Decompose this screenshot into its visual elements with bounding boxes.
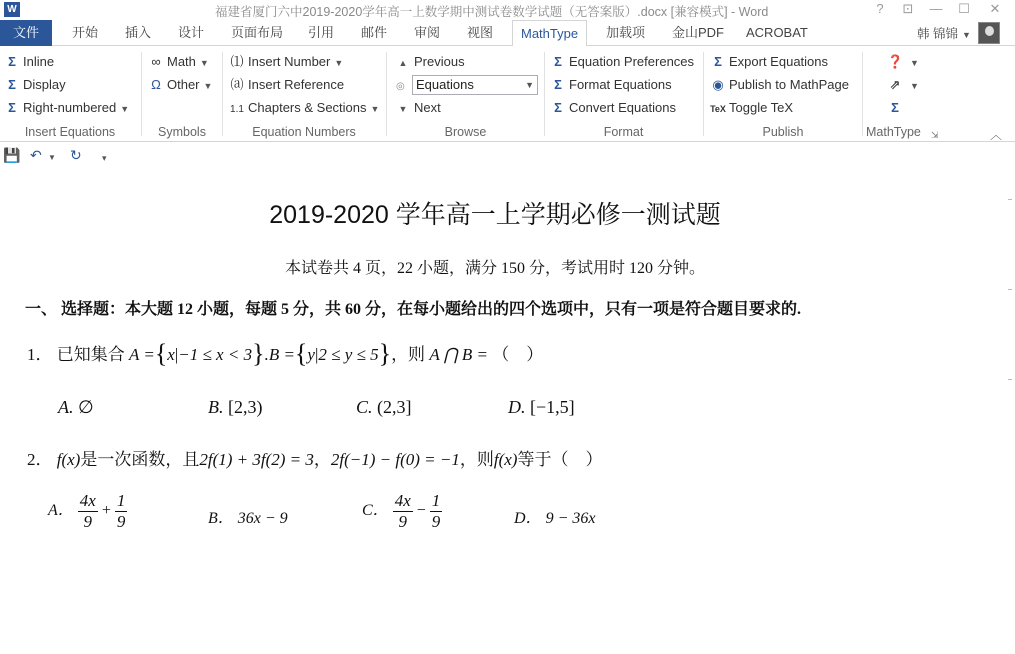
tab-layout[interactable]: 页面布局 (231, 25, 284, 40)
ribbon-display-options-button[interactable]: ⊡ (902, 1, 914, 16)
tab-insert[interactable]: 插入 (125, 25, 152, 40)
set-a-condition: −1 ≤ x < 3 (178, 345, 253, 364)
toggle-tex-button[interactable] (710, 98, 793, 118)
set-bar: | (174, 345, 179, 364)
next-button[interactable] (395, 98, 441, 118)
sigma-icon: Σ (8, 77, 16, 92)
number-icon: ⑴ (230, 54, 244, 69)
equation-2: 2f(−1) − f(0) = −1 (330, 450, 460, 469)
numerator: 4x (79, 491, 96, 510)
help-button[interactable]: ? (876, 1, 884, 16)
format-equations-label: Format Equations (569, 77, 672, 92)
browse-type-value: Equations (416, 77, 474, 92)
scroll-marker (1008, 199, 1012, 200)
denominator: 9 (116, 512, 126, 531)
user-name: 韩 锦锦 (917, 27, 958, 41)
undo-dropdown-icon[interactable]: ▼ (48, 153, 56, 162)
math-label: Math (167, 54, 196, 69)
document-subtitle: 本试卷共 4 页，22 小题，满分 150 分，考试用时 120 分钟。 (284, 260, 705, 277)
title-bar (0, 0, 1015, 20)
equation-preferences-button[interactable] (550, 52, 694, 72)
sigma-bulb-icon: Σ (891, 100, 899, 115)
quick-access-toolbar (0, 143, 1015, 169)
tex-icon: TeX (710, 104, 726, 114)
group-label: Format (603, 125, 644, 139)
preferences-sigma-icon: Σ (554, 54, 562, 69)
tab-acrobat[interactable]: ACROBAT (746, 25, 808, 40)
brace-close: } (378, 339, 392, 368)
option-label: C． (362, 502, 389, 520)
scroll-marker (1008, 289, 1012, 290)
q1-option-d (508, 397, 575, 418)
avatar[interactable] (978, 22, 1000, 44)
right-numbered-label: Right-numbered (23, 100, 117, 115)
chevron-down-icon: ▼ (910, 81, 919, 91)
document-title: 2019-2020 学年高一上学期必修一测试题 (269, 201, 721, 229)
tab-home[interactable]: 开始 (72, 25, 99, 40)
fraction (393, 491, 413, 532)
set-bar: | (314, 345, 319, 364)
set-b-variable: y (307, 345, 315, 364)
answer-blank: （ ） (492, 345, 544, 364)
group-label: Symbols (158, 125, 206, 139)
other-label: Other (167, 77, 200, 92)
question-1-stem (27, 339, 543, 369)
stem-text: 是一次函数，且 (80, 450, 200, 469)
ribbon (0, 46, 1015, 142)
collapse-ribbon-button[interactable]: ︿ (990, 128, 1003, 142)
question-number: 2． (27, 450, 53, 469)
convert-equations-label: Convert Equations (569, 100, 676, 115)
browse-radio-icon: ◎ (396, 81, 405, 92)
set-a-variable: x (167, 345, 175, 364)
browse-type-select[interactable] (412, 75, 538, 95)
toggle-tex-label: Toggle TeX (729, 100, 794, 115)
option-content: 9 − 36x (545, 510, 596, 527)
group-label: MathType (866, 125, 921, 139)
math-symbols-button[interactable] (148, 52, 209, 72)
inline-label: Inline (23, 54, 55, 69)
question-number: 1． (27, 345, 53, 364)
insert-reference-button[interactable] (229, 75, 344, 95)
group-label: Browse (444, 125, 487, 139)
globe-icon: ◉ (712, 77, 724, 92)
help-circle-icon: ❓ (887, 54, 904, 69)
mathtype-help-button[interactable] (887, 52, 919, 72)
q2-option-b (208, 505, 288, 528)
group-insert-equations (0, 46, 140, 142)
tab-kingsoft-pdf[interactable]: 金山PDF (672, 25, 725, 40)
tab-mathtype[interactable]: MathType (512, 20, 587, 47)
brace-open: { (294, 339, 308, 368)
brace-close: } (252, 339, 265, 368)
chapters-sections-label: Chapters & Sections (248, 100, 367, 115)
format-sigma-icon: Σ (554, 77, 562, 92)
share-arrow-icon: ⇗ (889, 77, 901, 92)
chevron-down-icon: ▼ (199, 58, 209, 68)
q1-option-a (58, 397, 94, 418)
publish-mathpage-label: Publish to MathPage (729, 77, 849, 92)
equation-1: 2f(1) + 3f(2) = 3 (199, 450, 314, 469)
group-mathtype (863, 46, 943, 142)
option-content: [2,3) (228, 397, 263, 417)
minimize-button[interactable]: — (929, 1, 943, 16)
group-symbols (142, 46, 222, 142)
chevron-down-icon: ▼ (370, 104, 380, 114)
reference-icon: ⒜ (230, 77, 244, 92)
set-b-condition: 2 ≤ y ≤ 5 (318, 345, 379, 364)
display-button[interactable] (4, 75, 66, 95)
undo-icon[interactable]: ↶ (30, 147, 42, 163)
brace-open: { (154, 339, 168, 368)
fraction (115, 491, 128, 532)
chevron-down-icon: ▼ (203, 81, 213, 91)
stem-text: ， (313, 450, 331, 469)
q2-option-d (514, 505, 595, 528)
chevron-down-icon: ▼ (334, 58, 344, 68)
stem-text: 已知集合 (56, 345, 125, 364)
tab-mailings[interactable]: 邮件 (361, 25, 388, 40)
mathtype-insights-button[interactable] (887, 98, 906, 118)
other-symbols-button[interactable] (148, 75, 212, 95)
option-label: A． (48, 502, 74, 520)
denominator: 9 (83, 512, 93, 531)
denominator: 9 (398, 512, 407, 531)
option-label: D． (514, 510, 542, 527)
intersection-expression: A ⋂ B = (429, 345, 488, 364)
option-label: B. (208, 397, 224, 417)
numerator: 1 (116, 491, 126, 510)
group-label: Equation Numbers (252, 125, 356, 139)
maximize-button[interactable]: ☐ (958, 1, 970, 16)
omega-icon: Ω (151, 77, 161, 92)
numerator: 1 (431, 491, 441, 510)
tab-review[interactable]: 审阅 (414, 25, 441, 40)
export-equations-button[interactable] (710, 52, 828, 72)
convert-equations-button[interactable] (550, 98, 676, 118)
group-label: Publish (762, 125, 804, 139)
tab-design[interactable]: 设计 (178, 25, 205, 40)
fraction (78, 491, 98, 532)
word-logo-icon: W (4, 2, 20, 17)
group-publish (704, 46, 862, 142)
tab-file[interactable]: 文件 (0, 20, 52, 46)
mathtype-share-button[interactable] (887, 75, 919, 95)
ribbon-tab-bar (0, 20, 1015, 46)
option-label: C. (356, 397, 373, 417)
right-numbered-button[interactable] (4, 98, 129, 118)
group-equation-numbers (223, 46, 385, 142)
function-fx: f(x) (56, 450, 81, 469)
chapters-sections-button[interactable] (229, 98, 379, 118)
denominator: 9 (431, 512, 441, 531)
previous-button[interactable] (395, 52, 465, 72)
previous-label: Previous (414, 54, 465, 69)
group-format (545, 46, 702, 142)
infinity-icon: ∞ (151, 54, 161, 69)
chevron-down-icon: ▼ (910, 58, 919, 68)
fraction (430, 491, 443, 532)
customize-toolbar-icon[interactable]: ▾ (102, 153, 107, 163)
format-equations-button[interactable] (550, 75, 672, 95)
insert-number-label: Insert Number (248, 54, 331, 69)
operator: − (416, 502, 426, 520)
option-content: (2,3] (377, 397, 412, 417)
q2-option-a (48, 491, 127, 532)
option-content: 36x − 9 (237, 510, 288, 527)
sigma-icon: Σ (8, 54, 16, 69)
chevron-down-icon: ▼ (120, 104, 130, 114)
section-heading: 一、 选择题：本大题 12 小题，每题 5 分，共 60 分，在每小题给出的四个选项中，只有一项是符合题目要求的. (25, 301, 802, 318)
stem-text: 等于（ ） (517, 450, 603, 469)
set-b-name: .B = (264, 345, 295, 364)
option-content: ∅ (78, 397, 94, 417)
save-icon[interactable]: 💾 (3, 147, 21, 163)
set-a-name: A = (129, 345, 155, 364)
vertical-scrollbar[interactable] (1005, 169, 1015, 654)
tab-view[interactable]: 视图 (467, 25, 494, 40)
sigma-numbered-icon: Σ (8, 100, 16, 115)
scroll-marker (1008, 379, 1012, 380)
inline-button[interactable] (4, 52, 54, 72)
convert-sigma-icon: Σ (554, 100, 562, 115)
user-account[interactable] (917, 24, 971, 42)
document-page[interactable] (0, 169, 1015, 654)
arrow-down-icon: ▼ (398, 104, 408, 114)
insert-reference-label: Insert Reference (248, 77, 345, 92)
arrow-up-icon: ▲ (398, 58, 408, 68)
question-2-stem (27, 445, 602, 470)
window-title: 福建省厦门六中2019-2020学年高一上数学期中测试卷数学试题（无答案版）.docx [兼容模式] - Word (215, 5, 769, 19)
chevron-down-icon: ▼ (961, 30, 971, 40)
q1-option-c (356, 397, 412, 418)
tab-references[interactable]: 引用 (308, 25, 335, 40)
export-equations-label: Export Equations (729, 54, 829, 69)
display-label: Display (23, 77, 66, 92)
equation-preferences-label: Equation Preferences (569, 54, 695, 69)
q1-option-b (208, 397, 263, 418)
q2-option-c (362, 491, 442, 532)
numerator: 4x (394, 491, 411, 510)
option-label: A. (58, 397, 74, 417)
redo-icon[interactable]: ↻ (70, 147, 82, 163)
option-content: [−1,5] (530, 397, 575, 417)
export-icon: Σ (714, 54, 722, 69)
tab-addins[interactable]: 加载项 (606, 25, 646, 40)
dialog-launcher-icon[interactable]: ⇲ (931, 130, 939, 140)
insert-number-button[interactable] (229, 52, 343, 72)
chapters-icon: 1.1 (230, 104, 244, 115)
next-label: Next (414, 100, 441, 115)
operator: + (101, 502, 111, 520)
stem-text: ，则 (459, 450, 494, 469)
publish-mathpage-button[interactable] (710, 75, 849, 95)
stem-text: ，则 (391, 345, 426, 364)
group-label: Insert Equations (24, 125, 116, 139)
option-label: B． (208, 510, 234, 527)
chevron-down-icon: ▼ (525, 80, 534, 90)
close-button[interactable]: ✕ (989, 1, 1001, 16)
option-label: D. (508, 397, 526, 417)
function-fx: f(x) (493, 450, 518, 469)
